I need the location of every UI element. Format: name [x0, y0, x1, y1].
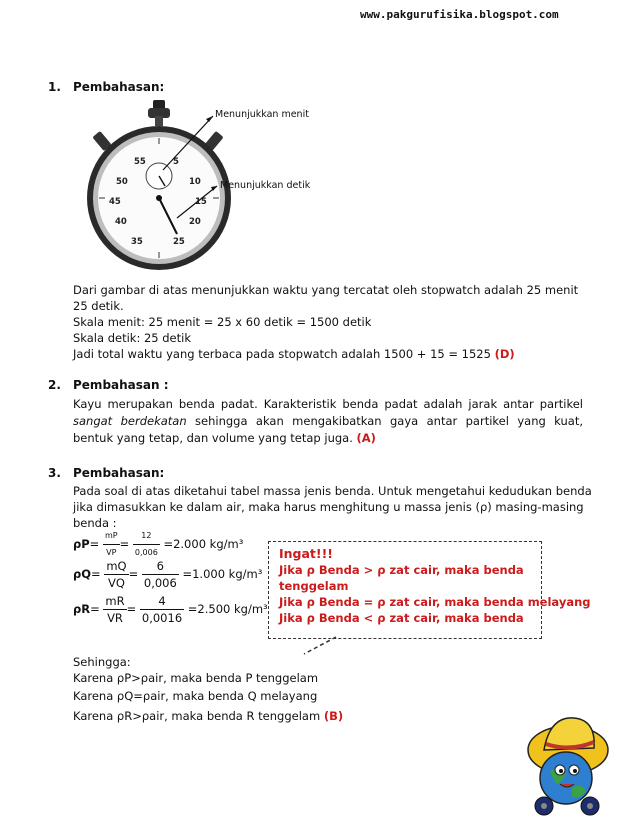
- q1-line-2: 25 detik.: [73, 299, 124, 313]
- q2-body: [73, 396, 583, 447]
- q1-answer: (D): [494, 347, 515, 361]
- site-url: www.pakgurufisika.blogspot.com: [360, 8, 559, 21]
- q3-intro-3: benda :: [73, 516, 117, 530]
- globe-body: [540, 752, 592, 804]
- q1-line-3: Skala menit: 25 menit = 25 x 60 detik = 1500 detik: [73, 315, 372, 329]
- dial-15: 15: [195, 197, 207, 207]
- q1-line-4: Skala detik: 25 detik: [73, 331, 191, 345]
- eq-q-lhs: ρQ: [73, 567, 92, 581]
- callout-line-4: Jika ρ Benda < ρ zat cair, maka benda: [279, 611, 524, 625]
- q2-number: 2.: [48, 378, 61, 392]
- eq-p: ρP= $\frac{mP}{VP}$ = $\frac{12}{0,006}$ =2.000 kg/m³: [73, 528, 243, 556]
- q3-conclusion-4: Karena ρR>ρair, maka benda R tenggelam: [73, 709, 321, 723]
- dial-45: 45: [109, 197, 121, 207]
- q1-line-5: [73, 346, 515, 362]
- callout-tail: [300, 636, 340, 656]
- eq-q-frac-value: $\frac{6}{0,006}$: [143, 559, 177, 590]
- dial-25: 25: [173, 237, 185, 247]
- q1-line-1: Dari gambar di atas menunjukkan waktu yang tercatat oleh stopwatch adalah 25 menit: [73, 283, 579, 297]
- eq-p-frac-symbol: $\frac{mP}{VP}$: [103, 528, 120, 561]
- q2-text-a: Kayu merupakan benda padat. Karakteristik benda padat adalah jarak antar partikel: [73, 397, 583, 411]
- q2-title: Pembahasan :: [73, 378, 169, 392]
- reminder-callout: [268, 541, 591, 639]
- q3-title: Pembahasan:: [73, 466, 165, 480]
- callout-line-3: Jika ρ Benda = ρ zat cair, maka benda melayang: [279, 595, 591, 609]
- eq-p-frac-value: $\frac{12}{0,006}$: [133, 528, 160, 561]
- dial-50: 50: [116, 177, 128, 187]
- dial-55: 55: [134, 157, 146, 167]
- eq-q-frac-symbol: $\frac{mQ}{VQ}$: [106, 559, 127, 590]
- eq-r-lhs: ρR: [73, 602, 91, 616]
- callout-line-1: Jika ρ Benda > ρ zat cair, maka benda: [279, 563, 524, 577]
- eq-q-result: =1.000 kg/m³: [182, 567, 263, 581]
- q2-text-c: yang tetap, dan volume yang tetap juga.: [116, 431, 353, 445]
- q3-conclusion-4-row: [73, 708, 343, 724]
- dial-20: 20: [189, 217, 201, 227]
- q3-conclusion-3: Karena ρQ=ρair, maka benda Q melayang: [73, 689, 318, 703]
- q2-answer: (A): [356, 431, 376, 445]
- eq-q: ρQ= $\frac{mQ}{VQ}$ = $\frac{6}{0,006}$ =1.000 kg/m³: [73, 559, 263, 590]
- q2-text-b: sehingga akan mengakibatkan gaya antar partikel yang kuat, bentuk: [73, 414, 583, 445]
- q3-conclusion-1: Sehingga:: [73, 655, 131, 669]
- globe-mascot-icon: [516, 702, 626, 818]
- q1-line-5-text: Jadi total waktu yang terbaca pada stopwatch adalah 1500 + 15 = 1525: [73, 347, 491, 361]
- q2-text-b-italic: sangat berdekatan: [73, 414, 187, 428]
- eq-r-frac-symbol: $\frac{mR}{VR}$: [105, 594, 125, 625]
- q3-intro-2: jika dimasukkan ke dalam air, maka harus menghitung u massa jenis (ρ) masing-masing: [73, 500, 584, 514]
- label-minute: Menunjukkan menit: [215, 109, 309, 120]
- eq-r-result: =2.500 kg/m³: [187, 602, 268, 616]
- eq-r-frac-value: $\frac{4}{0,0016}$: [141, 594, 183, 625]
- callout-title: Ingat!!!: [279, 546, 334, 561]
- q3-number: 3.: [48, 466, 61, 480]
- q1-title: Pembahasan:: [73, 80, 165, 94]
- dial-40: 40: [115, 217, 127, 227]
- callout-line-2: tenggelam: [279, 579, 349, 593]
- dial-35: 35: [131, 237, 143, 247]
- q1-number: 1.: [48, 80, 61, 94]
- eq-r: ρR= $\frac{mR}{VR}$ = $\frac{4}{0,0016}$ =2.500 kg/m³: [73, 594, 268, 625]
- q3-conclusion-2: Karena ρP>ρair, maka benda P tenggelam: [73, 671, 319, 685]
- q3-intro-1: Pada soal di atas diketahui tabel massa jenis benda. Untuk mengetahui kedudukan benda: [73, 484, 592, 498]
- dial-10: 10: [189, 177, 201, 187]
- q3-answer: (B): [323, 709, 344, 723]
- eq-p-result: =2.000 kg/m³: [163, 537, 244, 551]
- dial-5: 5: [173, 157, 179, 167]
- label-second: Menunjukkan detik: [220, 180, 311, 191]
- eq-p-lhs: ρP: [73, 537, 90, 551]
